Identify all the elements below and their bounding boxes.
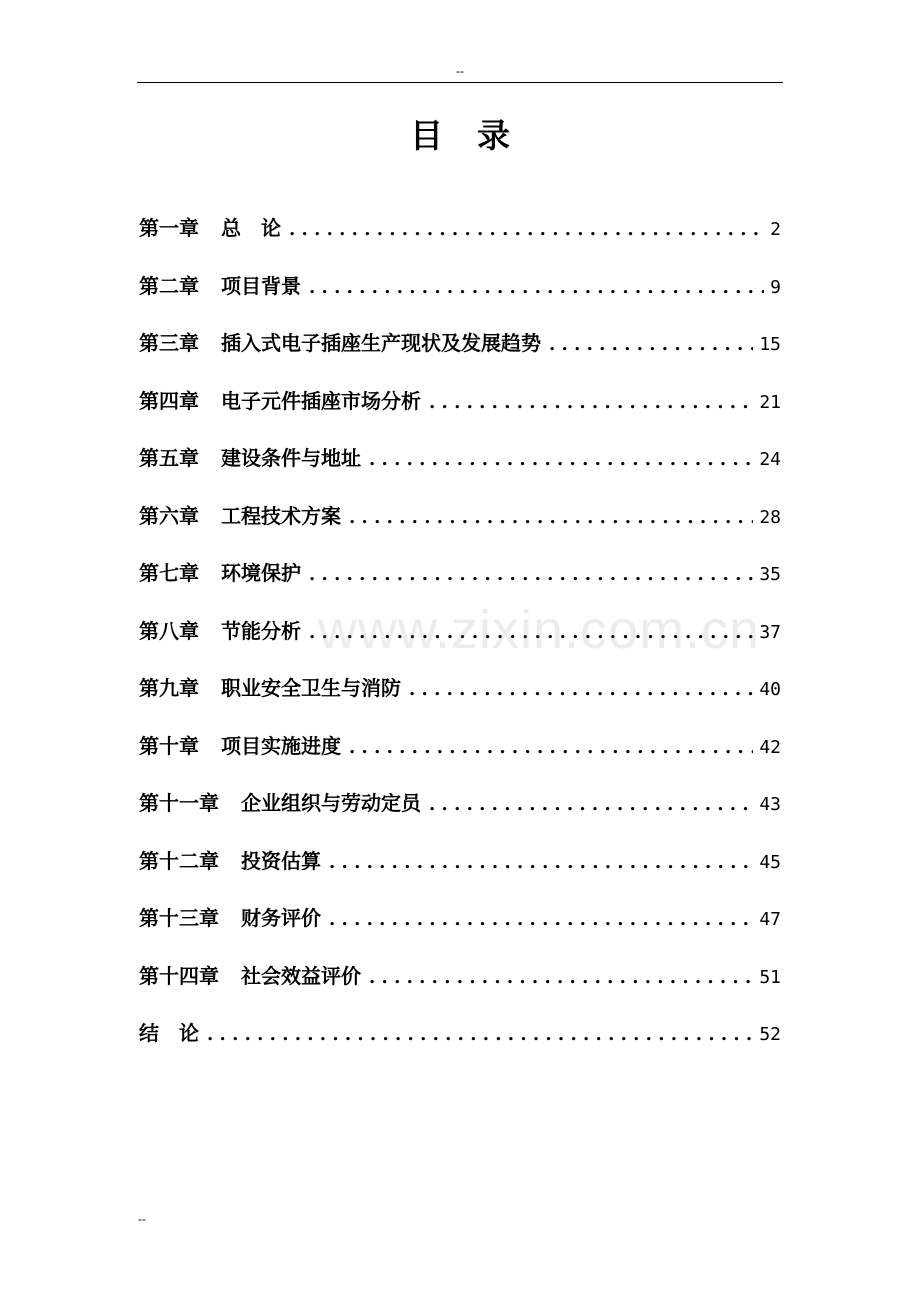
toc-chapter-title: 投资估算: [241, 848, 321, 873]
toc-chapter-number: 第四章: [139, 388, 199, 413]
toc-chapter-number: 第十一章: [139, 791, 219, 815]
toc-dot-leader: [429, 783, 753, 827]
watermark: www.zixin.com.cn: [318, 600, 761, 660]
toc-entry[interactable]: [139, 379, 781, 437]
toc-chapter-number: 第八章: [139, 618, 199, 643]
toc-dot-leader: [349, 726, 753, 770]
toc-chapter-number: 第十二章: [139, 848, 219, 873]
toc-chapter-number: 第六章: [139, 503, 199, 528]
toc-chapter-number: 第五章: [139, 446, 199, 470]
toc-page-number: 45: [759, 851, 781, 873]
toc-chapter-title: 项目背景: [221, 273, 301, 298]
toc-chapter-title: 社会效益评价: [241, 963, 361, 988]
toc-chapter-title: 总 论: [221, 216, 281, 240]
toc-chapter-title: 工程技术方案: [221, 503, 341, 528]
toc-chapter-title: 结 论: [139, 1021, 199, 1045]
toc-page-number: 21: [759, 391, 781, 413]
toc-page-number: 52: [759, 1024, 781, 1045]
toc-page-number: 9: [770, 276, 781, 298]
toc-entry[interactable]: [139, 724, 781, 782]
toc-entry[interactable]: [139, 321, 781, 379]
toc-chapter-number: 第十章: [139, 733, 199, 758]
toc-chapter-title: 项目实施进度: [221, 733, 341, 758]
toc-chapter-title: 企业组织与劳动定员: [241, 791, 421, 815]
toc-entry[interactable]: [139, 609, 781, 667]
toc-entry[interactable]: [139, 494, 781, 552]
toc-dot-leader: [309, 611, 753, 655]
toc-chapter-title: 财务评价: [241, 906, 321, 930]
toc-chapter-title: 节能分析: [221, 618, 301, 643]
toc-dot-leader: [429, 381, 753, 425]
toc-page-number: 28: [759, 506, 781, 528]
toc-dot-leader: [349, 496, 753, 540]
toc-page-number: 51: [759, 966, 781, 988]
toc-chapter-number: 第二章: [139, 273, 199, 298]
toc-entry[interactable]: [139, 781, 781, 839]
table-of-contents: [139, 206, 781, 1069]
toc-dot-leader: [369, 438, 753, 482]
toc-entry[interactable]: [139, 954, 781, 1012]
toc-page-number: 37: [759, 621, 781, 643]
toc-page-number: 40: [759, 679, 781, 700]
toc-dot-leader: [409, 668, 753, 712]
toc-chapter-number: 第三章: [139, 331, 199, 355]
toc-chapter-title: 电子元件插座市场分析: [221, 388, 421, 413]
toc-page-number: 2: [770, 219, 781, 240]
toc-entry[interactable]: [139, 436, 781, 494]
toc-entry[interactable]: [139, 264, 781, 322]
toc-page-number: 43: [759, 794, 781, 815]
header-rule: [137, 82, 783, 83]
footer-mark: --: [138, 1212, 146, 1226]
toc-entry[interactable]: [139, 551, 781, 609]
toc-entry[interactable]: [139, 1011, 781, 1069]
toc-dot-leader: [329, 841, 753, 885]
toc-page-number: 15: [759, 334, 781, 355]
toc-page-number: 42: [759, 736, 781, 758]
header-mark: --: [456, 64, 464, 78]
toc-chapter-number: 第一章: [139, 216, 199, 240]
toc-chapter-number: 第十三章: [139, 906, 219, 930]
toc-chapter-number: 第七章: [139, 561, 199, 585]
toc-chapter-number: 第九章: [139, 676, 199, 700]
toc-dot-leader: [549, 323, 753, 367]
toc-entry[interactable]: [139, 666, 781, 724]
toc-dot-leader: [329, 898, 753, 942]
toc-page-number: 35: [759, 564, 781, 585]
toc-entry[interactable]: [139, 206, 781, 264]
toc-dot-leader: [309, 553, 753, 597]
toc-page-number: 24: [759, 449, 781, 470]
page-title: 目录: [410, 116, 544, 155]
toc-chapter-title: 职业安全卫生与消防: [221, 676, 401, 700]
toc-entry[interactable]: [139, 896, 781, 954]
toc-chapter-title: 插入式电子插座生产现状及发展趋势: [221, 331, 541, 355]
toc-entry[interactable]: [139, 839, 781, 897]
toc-chapter-number: 第十四章: [139, 963, 219, 988]
toc-dot-leader: [309, 266, 764, 310]
toc-page-number: 47: [759, 909, 781, 930]
toc-dot-leader: [369, 956, 753, 1000]
toc-chapter-title: 环境保护: [221, 561, 301, 585]
toc-dot-leader: [207, 1013, 753, 1057]
toc-dot-leader: [289, 208, 764, 252]
toc-chapter-title: 建设条件与地址: [221, 446, 361, 470]
